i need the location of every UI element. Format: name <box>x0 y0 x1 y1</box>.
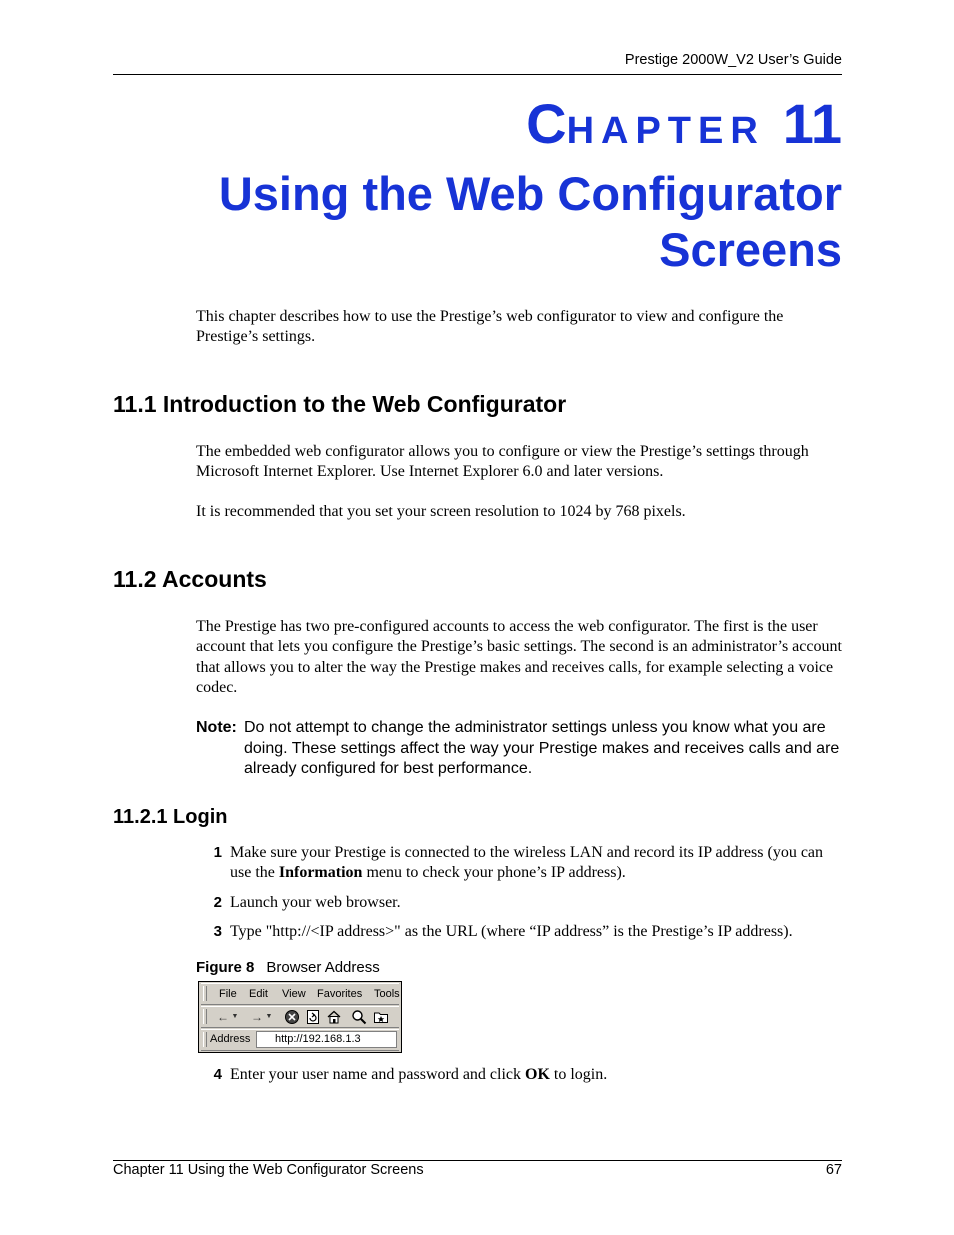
chapter-number: 11 <box>782 92 842 155</box>
address-value: http://192.168.1.3 <box>275 1033 361 1045</box>
step-number: 4 <box>213 1066 222 1083</box>
step-text: Launch your web browser. <box>230 894 401 911</box>
stop-icon[interactable] <box>284 1009 300 1025</box>
browser-menu-bar <box>201 983 399 1005</box>
address-label: Address <box>210 1033 251 1045</box>
ok-term: OK <box>525 1066 550 1083</box>
address-input[interactable] <box>256 1031 397 1048</box>
browser-address-figure <box>198 981 402 1053</box>
section-heading-11-2-1: 11.2.1 Login <box>113 806 228 828</box>
home-icon[interactable] <box>326 1009 342 1025</box>
menu-edit[interactable]: Edit <box>249 988 268 1000</box>
menu-favorites[interactable]: Favorites <box>317 988 363 1000</box>
step-number: 2 <box>213 894 222 911</box>
chapter-label-initial: C <box>526 92 567 155</box>
back-arrow-icon[interactable]: ← <box>217 1010 229 1024</box>
step-text: Enter your user name and password and click OK to login. <box>230 1066 608 1083</box>
figure-label: Figure 8 <box>196 959 255 976</box>
toolbar-grip <box>203 1032 207 1047</box>
search-icon[interactable] <box>351 1009 367 1025</box>
step-item <box>205 922 845 942</box>
step-item <box>205 893 845 913</box>
section-11-1-para1: The embedded web configurator allows you to configure or view the Prestige’s settings through Microsoft Internet Explorer. Use Internet Explorer 6.0 and later versions. <box>196 443 809 481</box>
step-number: 3 <box>213 923 222 940</box>
section-heading-11-2: 11.2 Accounts <box>113 566 267 592</box>
chapter-title-line2: Screens <box>659 223 842 276</box>
note-label: Note: <box>196 719 237 736</box>
toolbar-grip <box>203 1009 207 1024</box>
section-heading-11-1: 11.1 Introduction to the Web Configurator <box>113 391 567 417</box>
step-text: Type "http://<IP address>" as the URL (where “IP address” is the Prestige’s IP address). <box>230 923 793 940</box>
refresh-icon[interactable] <box>305 1009 321 1025</box>
chapter-label <box>526 92 842 155</box>
section-11-1-para2: It is recommended that you set your screen resolution to 1024 by 768 pixels. <box>196 503 686 520</box>
dropdown-icon[interactable]: ▼ <box>231 1013 239 1020</box>
chapter-title <box>122 166 842 278</box>
note-text: Do not attempt to change the administrator settings unless you know what you are doing. These settings affect the way your Prestige makes and receives calls and are already configured for best performance. <box>244 719 840 777</box>
browser-toolbar <box>201 1006 399 1028</box>
figure-caption <box>196 959 380 976</box>
step-item <box>205 1065 845 1085</box>
section-11-2-para1: The Prestige has two pre-configured accounts to access the web configurator. The first is the user account that lets you configure the Prestige’s basic settings. The second is an administrator’s account that allows you to alter the way the Prestige makes and receives calls, for example selecting a voice codec. <box>196 618 842 696</box>
toolbar-grip <box>203 986 207 1001</box>
note-block <box>196 718 846 780</box>
step-text: Make sure your Prestige is connected to the wireless LAN and record its IP address (you can use the Information menu to check your phone’s IP address). <box>230 844 824 882</box>
footer-chapter-title: Chapter 11 Using the Web Configurator Screens <box>113 1162 424 1178</box>
chapter-intro: This chapter describes how to use the Prestige’s web configurator to view and configure the Prestige’s settings. <box>196 308 784 346</box>
step-item <box>205 843 845 884</box>
browser-address-bar <box>201 1029 399 1051</box>
menu-tools[interactable]: Tools <box>374 988 400 1000</box>
menu-file[interactable]: File <box>219 988 237 1000</box>
chapter-title-line1: Using the Web Configurator <box>218 167 842 220</box>
running-header: Prestige 2000W_V2 User’s Guide <box>624 52 842 68</box>
footer-rule <box>113 1160 842 1161</box>
step-number: 1 <box>213 844 222 861</box>
dropdown-icon[interactable]: ▼ <box>265 1013 273 1020</box>
menu-view[interactable]: View <box>282 988 306 1000</box>
forward-arrow-icon[interactable]: → <box>251 1010 263 1024</box>
figure-title: Browser Address <box>266 959 380 976</box>
favorites-icon[interactable] <box>373 1009 389 1025</box>
page-number: 67 <box>825 1162 842 1178</box>
chapter-label-rest: HAPTER <box>566 110 765 152</box>
information-menu-term: Information <box>278 864 363 882</box>
header-rule <box>113 74 842 75</box>
